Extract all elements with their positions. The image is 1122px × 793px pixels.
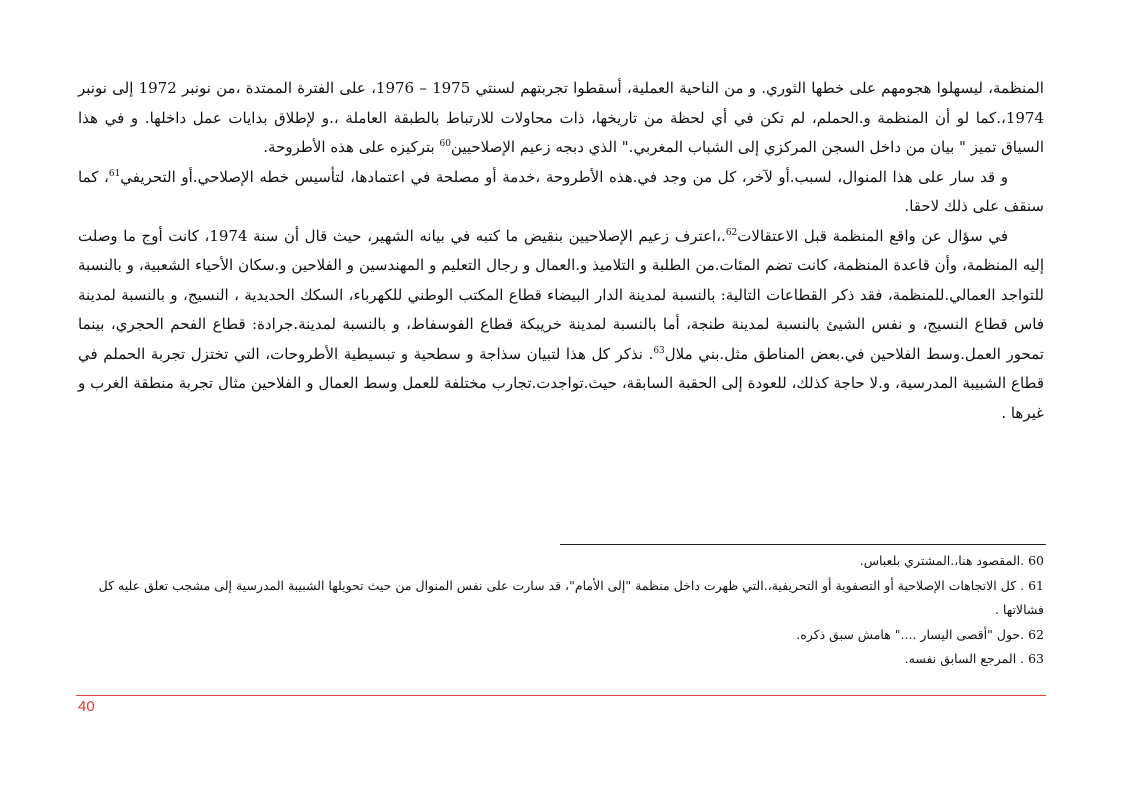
paragraph-2 [78,163,1044,222]
footnote-separator [560,544,1046,545]
page-number: 40 [78,698,95,715]
footnote-text: .حول "أقصى اليسار ...." هامش سبق ذكره. [796,626,1025,642]
footer-rule [76,695,1046,696]
paragraph-2-end: ، كما سنقف على ذلك لاحقا. [78,167,1044,215]
paragraph-3 [78,222,1044,429]
body-text [78,74,1044,428]
footnote-number: 63 [1028,651,1044,666]
footnote-61 [78,574,1044,623]
footnote-text: .المقصود هنا،.المشتري بلعباس. [859,553,1025,568]
footnotes [78,549,1044,672]
footnote-ref-61[interactable]: 61 [108,168,121,179]
footnote-number: 60 [1028,553,1044,568]
paragraph-2-text: و قد سار على هذا المنوال، لسبب.أو لآخر، كل من وجد في.هذه الأطروحة ،خدمة أو مصلحة في اعتمادها، لتأسيس خطه الإصلاحي.أو التحريفي [120,167,1009,186]
footnote-ref-60[interactable]: 60 [439,139,451,149]
paragraph-1-text: المنظمة، ليسهلوا هجومهم على خطها الثوري. و من الناحية العملية، أسقطوا تجربتهم لسنتي 1975 – 1976، على الفترة الممتدة ،من نونبر 1972 إلى نونبر 1974،.كما لو أن المنظمة و.الحملم، لم تكن في أي لحظة من تاريخها، ذات محاولات للارتباط بالطبقة العاملة ،.و لإطلاق بدايات عمل داخلها. و في هذا السياق تميز " بيان من داخل السجن المركزي إلى الشباب المغربي." الذي دبجه زعيم الإصلاحيين [78,79,1044,156]
paragraph-1-end: بتركيزه على هذه الأطروحة. [263,138,440,156]
paragraph-3-end: . نذكر كل هذا لتبيان سذاجة و سطحية و تبسيطية الأطروحات، التي تختزل تجربة الحملم في قطاع الشبيبة المدرسية، و.لا حاجة كذلك، للعودة إلى الحقبة السابقة، حيث.تواجدت.تجارب مختلفة للعمل وسط العمال و الفلاحين مثال تجربة منطقة الغرب و غيرها . [78,344,1044,422]
footnote-number: 62 [1028,626,1044,642]
footnote-60 [78,549,1044,574]
footnote-text: . المرجع السابق نفسه. [904,651,1025,666]
footnote-63 [78,647,1044,672]
paragraph-3-text: في سؤال عن واقع المنظمة قبل الاعتقالات [737,226,1008,245]
footnote-number: 61 [1028,577,1044,593]
footnote-ref-62[interactable]: 62 [725,227,738,238]
footnote-ref-63[interactable]: 63 [653,345,665,356]
footnote-62 [78,623,1044,648]
footnote-text: . كل الاتجاهات الإصلاحية أو التصفوية أو التحريفية،.التي ظهرت داخل منظمة "إلى الأمام"، قد سارت على نفس المنوال من حيث تحويلها الشبيبة المدرسية إلى مشجب تعلق عليه كل فشالاتها . [98,577,1044,617]
paragraph-1 [78,74,1044,163]
paragraph-3-mid: .،اعترف زعيم الإصلاحيين بنقيض ما كتبه في بيانه الشهير، حيث قال أن سنة 1974، كانت أوج ما وصلت إليه المنظمة، وأن قاعدة المنظمة، كانت تضم المئات.من الطلبة و التلاميذ و.العمال و رجال التعليم و المهندسين و الفلاحين و.سكان الأحياء الشعبية، و بالنسبة للتواجد العمالي.للمنظمة، فقد ذكر القطاعات التالية: بالنسبة لمدينة الدار البيضاء قطاع المكتب الوطني للكهرباء، السكك الحديدية ، النسيج، و بالنسبة لمدينة فاس قطاع النسيج، و نفس الشيئ بالنسبة لمدينة طنجة، أما بالنسبة لمدينة خريبكة قطاع الفوسفاط، و بالنسبة لمدينة.جرادة: قطاع الفحم الحجري، بينما تمحور العمل.وسط الفلاحين في.بعض المناطق مثل.بني ملال [78,226,1044,363]
